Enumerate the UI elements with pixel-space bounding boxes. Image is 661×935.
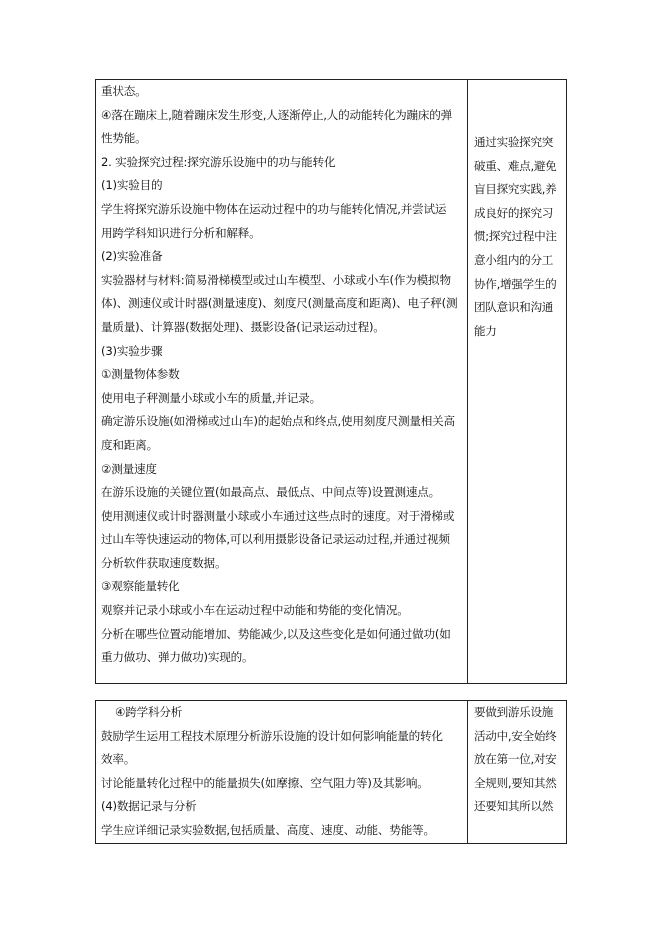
text-line: 在游乐设施的关键位置(如最高点、最低点、中间点等)设置测速点。: [101, 485, 441, 500]
intent-line: 全规则,要知其然: [474, 775, 557, 790]
intent-line: 团队意识和沟通: [474, 300, 554, 315]
intent-line: 活动中,安全始终: [474, 728, 557, 743]
intent-line: 通过实验探究突: [474, 135, 554, 149]
text-line: 重状态。: [101, 84, 147, 98]
design-intent-column: [468, 80, 566, 683]
intent-line: 意小组内的分工: [474, 252, 554, 267]
text-line: 使用测速仪或计时器测量小球或小车通过这些点时的速度。对于滑梯或: [101, 508, 455, 523]
content-column: [96, 80, 468, 683]
text-line: 鼓励学生运用工程技术原理分析游乐设施的设计如何影响能量的转化: [101, 728, 443, 743]
intent-line: 破重、难点,避免: [474, 158, 557, 173]
text-line: 确定游乐设施(如滑梯或过山车)的起始点和终点,使用刻度尺测量相关高: [101, 414, 455, 429]
section-heading: 2. 实验探究过程:探究游乐设施中的功与能转化: [101, 154, 336, 169]
subsection-heading: (1)实验目的: [101, 178, 163, 193]
text-line: 度和距离。: [101, 437, 158, 452]
intent-line: 能力: [474, 323, 497, 338]
content-column: [96, 701, 468, 843]
text-line: 使用电子秤测量小球或小车的质量,并记录。: [101, 390, 321, 405]
intent-line: 协作,增强学生的: [474, 276, 557, 291]
text-line: 效率。: [101, 752, 136, 767]
intent-line: 还要知其所以然: [474, 799, 554, 814]
text-line: 分析软件获取速度数据。: [101, 555, 227, 570]
text-line: 学生应详细记录实验数据,包括质量、高度、速度、动能、势能等。: [101, 822, 435, 837]
text-line: 实验器材与材料:简易滑梯模型或过山车模型、小球或小车(作为模拟物: [101, 272, 451, 287]
text-line: 重力做功、弹力做功)实现的。: [101, 650, 254, 665]
text-line: 性势能。: [101, 131, 147, 146]
text-line: 体)、测速仪或计时器(测量速度)、刻度尺(测量高度和距离)、电子秤(测: [101, 296, 458, 311]
step-heading: ②测量速度: [101, 461, 157, 476]
subsection-heading: (3)实验步骤: [101, 343, 163, 358]
text-line: ④落在蹦床上,随着蹦床发生形变,人逐渐停止,人的动能转化为蹦床的弹: [101, 107, 453, 122]
intent-line: 要做到游乐设施: [474, 705, 554, 719]
lesson-table-2: [95, 700, 567, 844]
intent-line: 惯;探究过程中注: [474, 229, 557, 244]
intent-line: 成良好的探究习: [474, 205, 554, 220]
lesson-table-1: [95, 79, 567, 684]
text-line: 量质量)、计算器(数据处理)、摄影设备(记录运动过程)。: [101, 319, 385, 334]
intent-line: 盲目探究实践,养: [474, 182, 557, 197]
design-intent-column: [468, 701, 566, 843]
subsection-heading: (2)实验准备: [101, 249, 163, 264]
step-heading: ④跨学科分析: [115, 705, 183, 719]
text-line: 讨论能量转化过程中的能量损失(如摩擦、空气阻力等)及其影响。: [101, 775, 429, 790]
text-line: 用跨学科知识进行分析和解释。: [101, 225, 261, 240]
text-line: 分析在哪些位置动能增加、势能减少,以及这些变化是如何通过做功(如: [101, 626, 451, 641]
text-line: 学生将探究游乐设施中物体在运动过程中的功与能转化情况,并尝试运: [101, 201, 447, 216]
text-line: 观察并记录小球或小车在运动过程中动能和势能的变化情况。: [101, 603, 409, 618]
intent-line: 放在第一位,对安: [474, 752, 557, 767]
subsection-heading: (4)数据记录与分析: [101, 799, 197, 814]
text-line: 过山车等快速运动的物体,可以利用摄影设备记录运动过程,并通过视频: [101, 532, 450, 547]
step-heading: ①测量物体参数: [101, 367, 180, 382]
step-heading: ③观察能量转化: [101, 579, 180, 594]
